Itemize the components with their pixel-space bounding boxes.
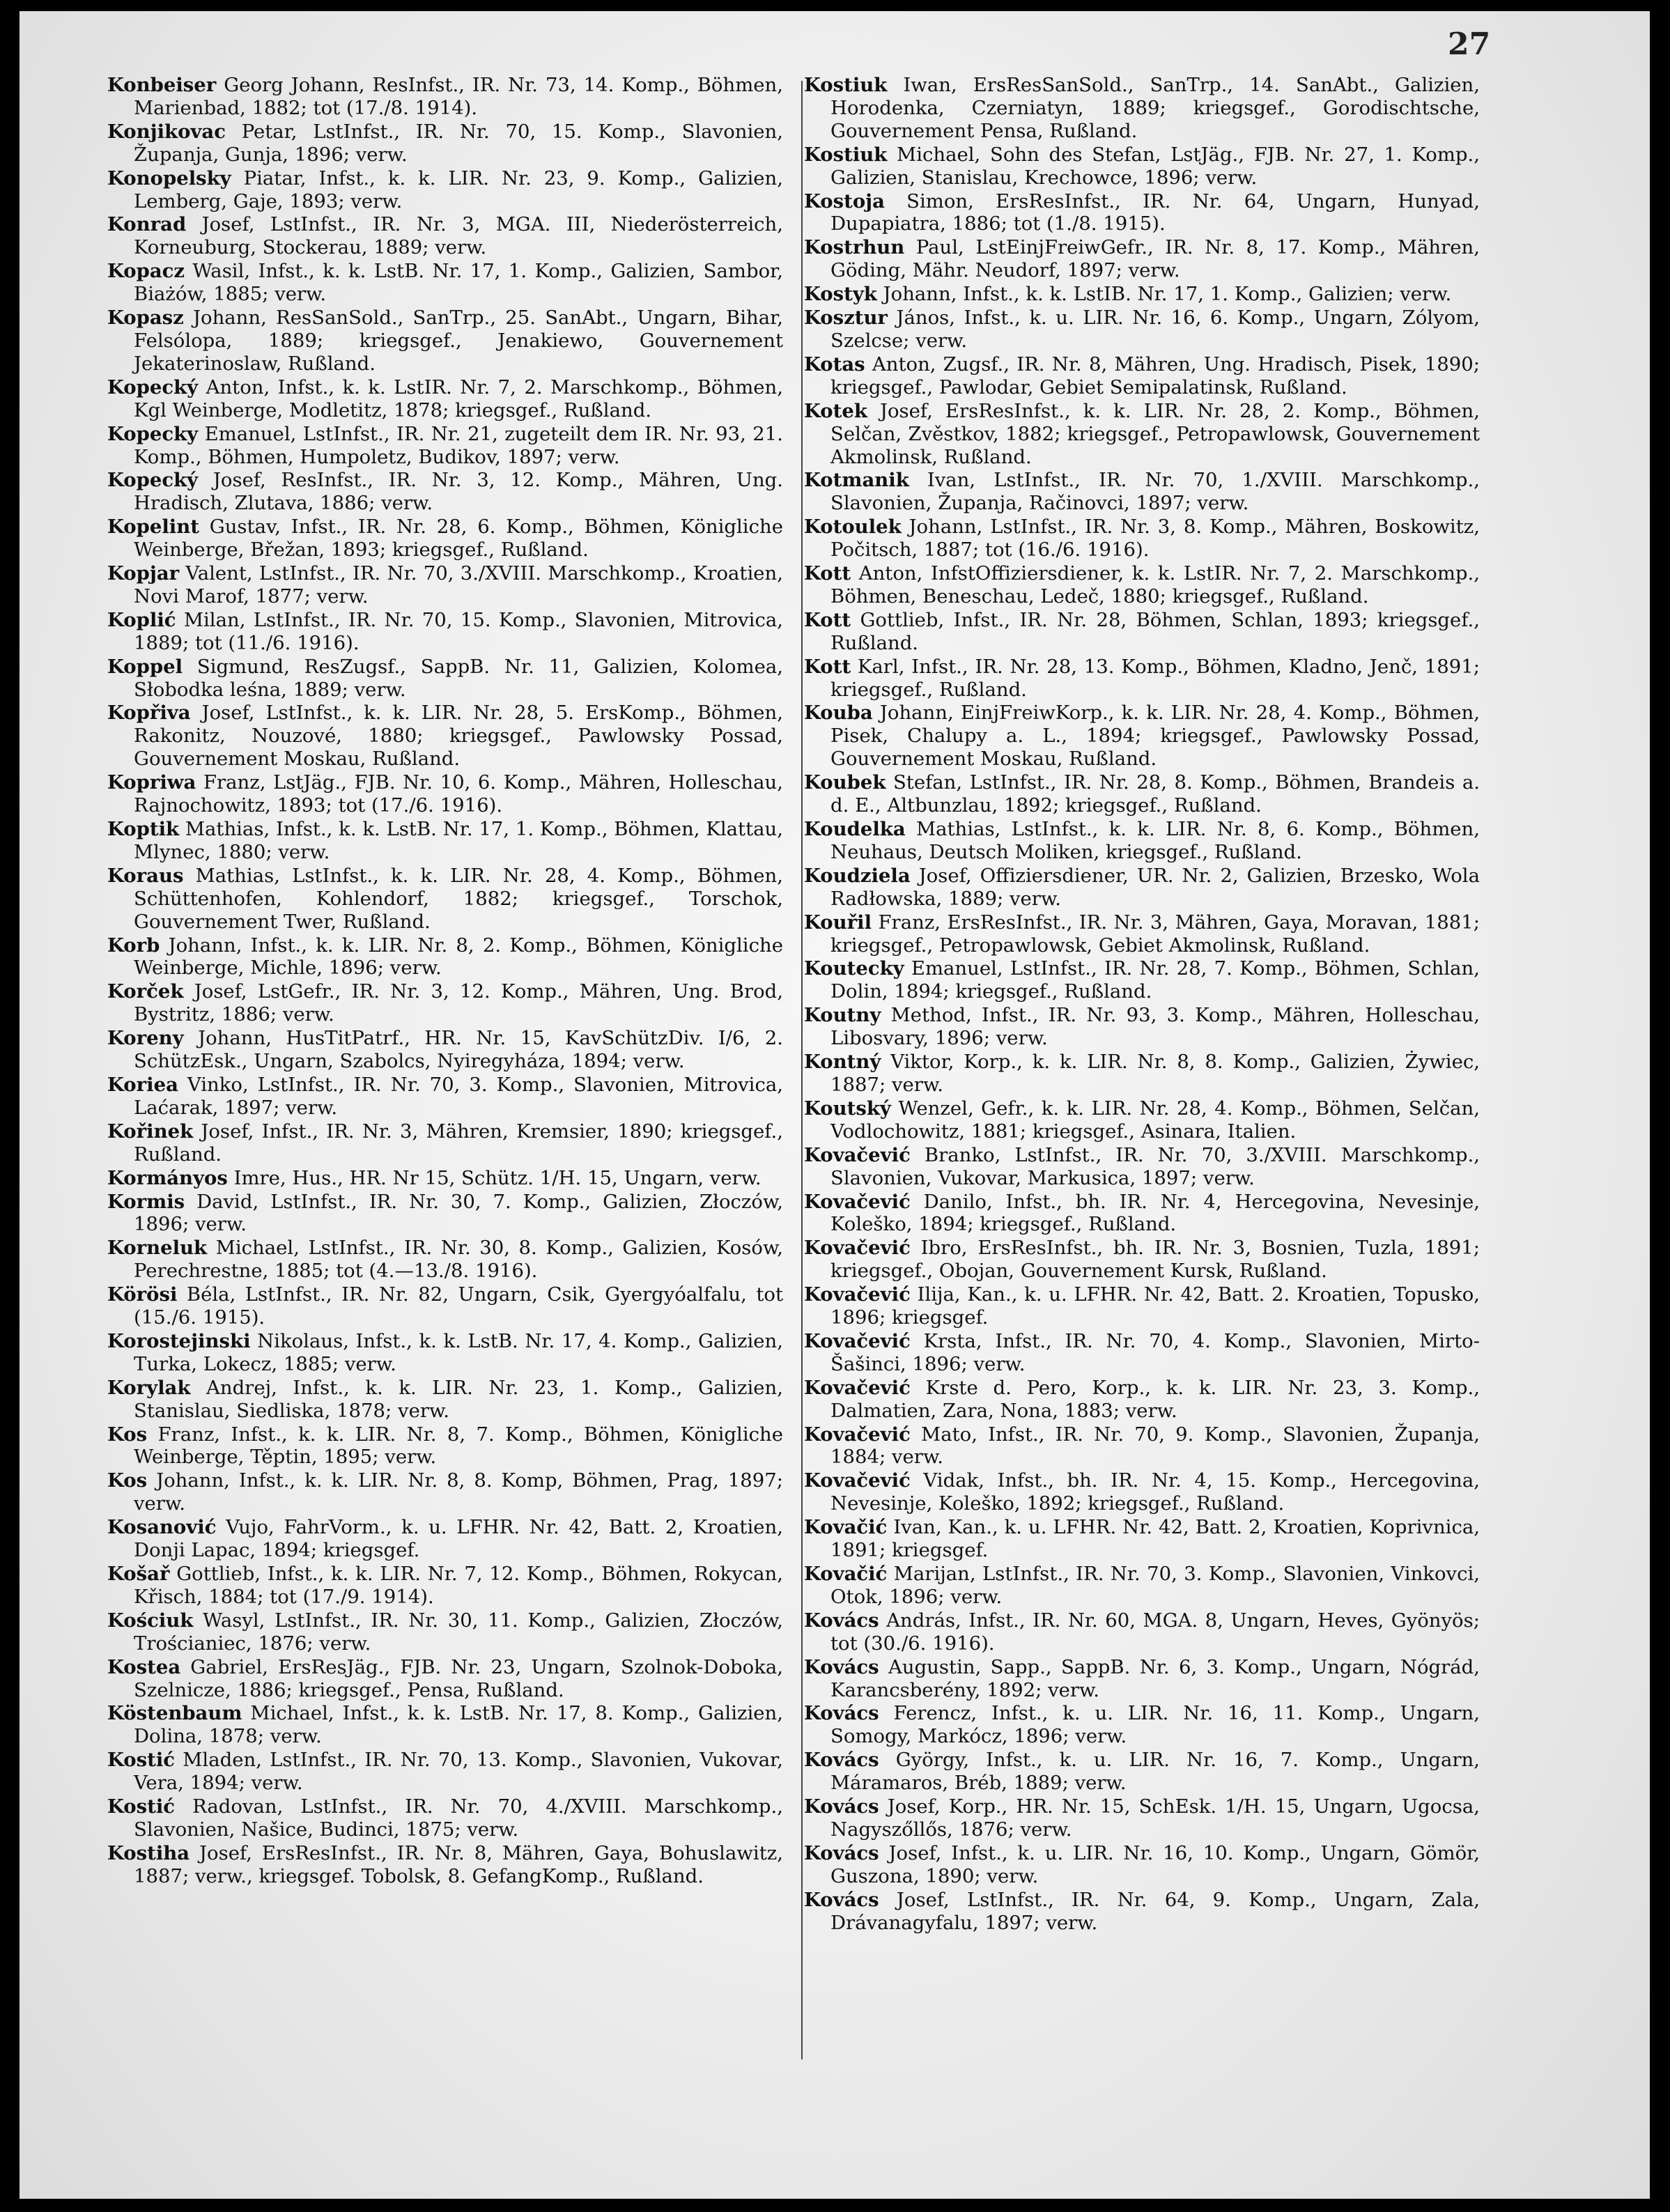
entry-surname: Kostić xyxy=(107,1749,176,1772)
list-item xyxy=(107,307,783,376)
entry-surname: Kovačević xyxy=(804,1190,911,1213)
entry-surname: Kos xyxy=(107,1469,148,1492)
entry-surname: Konbeiser xyxy=(107,74,217,96)
list-item xyxy=(804,911,1480,957)
entry-surname: Kostoja xyxy=(804,190,885,212)
list-item xyxy=(107,865,783,934)
list-item xyxy=(804,957,1480,1003)
list-item xyxy=(107,562,783,608)
entry-surname: Korb xyxy=(107,934,160,957)
list-item xyxy=(804,609,1480,655)
entry-surname: Kovačević xyxy=(804,1423,911,1446)
entry-surname: Kosztur xyxy=(804,307,888,330)
entry-surname: Köstenbaum xyxy=(107,1702,242,1725)
entry-surname: Kościuk xyxy=(107,1609,194,1632)
entry-details: Michael, Sohn des Stefan, LstJäg., FJB. Nr. 27, 1. Komp., Galizien, Stanislau, Krechowce, 1896; verw. xyxy=(830,143,1480,189)
list-item xyxy=(804,1656,1480,1702)
list-item xyxy=(804,144,1480,190)
entry-details: Mathias, Infst., k. k. LstB. Nr. 17, 1. Komp., Böhmen, Klattau, Mlynec, 1880; verw. xyxy=(134,818,783,863)
list-item xyxy=(804,1330,1480,1376)
entry-surname: Kovács xyxy=(804,1655,879,1678)
entry-surname: Kotek xyxy=(804,399,867,422)
entry-surname: Kosanović xyxy=(107,1516,217,1539)
entry-surname: Koriea xyxy=(107,1073,178,1096)
entry-details: Emanuel, LstInfst., IR. Nr. 28, 7. Komp., Böhmen, Schlan, Dolin, 1894; kriegsgef., Rußland. xyxy=(830,957,1480,1003)
entry-details: David, LstInfst., IR. Nr. 30, 7. Komp., Galizien, Złoczów, 1896; verw. xyxy=(134,1190,783,1236)
list-item xyxy=(107,934,783,980)
entry-details: Mathias, LstInfst., k. k. LIR. Nr. 28, 4. Komp., Böhmen, Schüttenhofen, Kohlendorf, 1882; kriegsgef., Torschok, Gouvernement Twer, Rußland. xyxy=(134,864,783,933)
list-item xyxy=(107,423,783,469)
entry-surname: Kopecký xyxy=(107,469,199,492)
entry-details: Johann, Infst., k. k. LIR. Nr. 8, 2. Komp., Böhmen, Königliche Weinberge, Michle, 1896; verw. xyxy=(134,934,783,980)
entry-surname: Korylak xyxy=(107,1376,191,1399)
list-item xyxy=(107,771,783,817)
left-column xyxy=(107,74,783,1889)
list-item xyxy=(804,1377,1480,1423)
entry-surname: Konopelsky xyxy=(107,167,231,190)
entry-details: Wenzel, Gefr., k. k. LIR. Nr. 28, 4. Komp., Böhmen, Selčan, Vodlochowitz, 1881; kriegsgef., Asinara, Italien. xyxy=(830,1097,1480,1143)
entry-details: András, Infst., IR. Nr. 60, MGA. 8, Ungarn, Heves, Gyönyös; tot (30./6. 1916). xyxy=(830,1609,1480,1655)
entry-surname: Kouba xyxy=(804,702,873,725)
entry-surname: Kotmanik xyxy=(804,469,909,492)
entry-surname: Koppel xyxy=(107,655,183,678)
list-item xyxy=(804,516,1480,562)
entry-details: Josef, ErsResInfst., k. k. LIR. Nr. 28, 2. Komp., Böhmen, Selčan, Zvěstkov, 1882; kriegsgef., Petropawlowsk, Gouvernement Akmolinsk, Rußland. xyxy=(830,399,1480,468)
entry-surname: Kotoulek xyxy=(804,516,902,539)
entry-surname: Kopjar xyxy=(107,562,180,585)
entry-surname: Kontný xyxy=(804,1051,881,1074)
list-item xyxy=(107,609,783,655)
entry-details: György, Infst., k. u. LIR. Nr. 16, 7. Komp., Ungarn, Máramaros, Bréb, 1889; verw. xyxy=(830,1749,1480,1795)
entry-details: Franz, LstJäg., FJB. Nr. 10, 6. Komp., Mähren, Holleschau, Rajnochowitz, 1893; tot (17./6. 1916). xyxy=(134,771,783,817)
entry-surname: Kovačević xyxy=(804,1469,911,1492)
entry-surname: Kovács xyxy=(804,1795,879,1818)
entry-details: Emanuel, LstInfst., IR. Nr. 21, zugeteilt dem IR. Nr. 93, 21. Komp., Böhmen, Humpoletz, Budikov, 1897; verw. xyxy=(134,422,783,468)
list-item xyxy=(107,121,783,167)
list-item xyxy=(804,1051,1480,1097)
list-item xyxy=(107,260,783,306)
entry-details: Mladen, LstInfst., IR. Nr. 70, 13. Komp., Slavonien, Vukovar, Vera, 1894; verw. xyxy=(134,1749,783,1795)
list-item xyxy=(107,1074,783,1120)
entry-details: Franz, ErsResInfst., IR. Nr. 3, Mähren, Gaya, Moravan, 1881; kriegsgef., Petropawlowsk, Gebiet Akmolinsk, Rußland. xyxy=(830,911,1480,957)
entry-details: Ilija, Kan., k. u. LFHR. Nr. 42, Batt. 2. Kroatien, Topusko, 1896; kriegsgef. xyxy=(830,1283,1480,1329)
entry-details: Ferencz, Infst., k. u. LIR. Nr. 16, 11. Komp., Ungarn, Somogy, Markócz, 1896; verw. xyxy=(830,1702,1480,1748)
list-item xyxy=(804,353,1480,399)
list-item xyxy=(804,469,1480,515)
entry-details: Imre, Hus., HR. Nr 15, Schütz. 1/H. 15, Ungarn, verw. xyxy=(233,1166,761,1189)
entry-details: Johann, HusTitPatrf., HR. Nr. 15, KavSchützDiv. I/6, 2. SchützEsk., Ungarn, Szabolcs, Nyiregyháza, 1894; verw. xyxy=(134,1027,784,1073)
entry-surname: Kořinek xyxy=(107,1120,194,1143)
entry-surname: Kott xyxy=(804,608,851,631)
entry-surname: Kos xyxy=(107,1423,148,1446)
entry-details: Viktor, Korp., k. k. LIR. Nr. 8, 8. Komp., Galizien, Żywiec, 1887; verw. xyxy=(830,1051,1480,1096)
entry-details: Paul, LstEinjFreiwGefr., IR. Nr. 8, 17. Komp., Mähren, Göding, Mähr. Neudorf, 1897; verw. xyxy=(830,236,1480,282)
entry-surname: Kopecký xyxy=(107,376,199,399)
entry-details: Ibro, ErsResInfst., bh. IR. Nr. 3, Bosnien, Tuzla, 1891; kriegsgef., Obojan, Gouvernement Kursk, Rußland. xyxy=(830,1237,1480,1283)
entry-surname: Kormányos xyxy=(107,1166,228,1189)
page-number: 27 xyxy=(1448,26,1491,62)
entry-details: Method, Infst., IR. Nr. 93, 3. Komp., Mähren, Holleschau, Libosvary, 1896; verw. xyxy=(830,1004,1480,1050)
entry-surname: Koptik xyxy=(107,818,180,840)
list-item xyxy=(804,562,1480,608)
list-item xyxy=(107,1469,783,1515)
list-item xyxy=(804,236,1480,282)
list-item xyxy=(107,1702,783,1748)
entry-surname: Kostrhun xyxy=(804,236,905,259)
entry-details: Branko, LstInfst., IR. Nr. 70, 3./XVIII. Marschkomp., Slavonien, Vukovar, Markusica, 1897; verw. xyxy=(830,1143,1480,1189)
list-item xyxy=(804,283,1480,306)
entry-details: Milan, LstInfst., IR. Nr. 70, 15. Komp., Slavonien, Mitrovica, 1889; tot (11./6. 1916). xyxy=(134,608,783,654)
entry-surname: Koreny xyxy=(107,1027,184,1050)
entry-details: Gottlieb, Infst., k. k. LIR. Nr. 7, 12. Komp., Böhmen, Rokycan, Křisch, 1884; tot (17./9. 1914). xyxy=(134,1563,783,1608)
entry-details: Ivan, Kan., k. u. LFHR. Nr. 42, Batt. 2, Kroatien, Koprivnica, 1891; kriegsgef. xyxy=(830,1516,1480,1562)
list-item xyxy=(107,1749,783,1795)
entry-details: Vujo, FahrVorm., k. u. LFHR. Nr. 42, Batt. 2, Kroatien, Donji Lapac, 1894; kriegsgef. xyxy=(134,1516,783,1562)
entry-surname: Koraus xyxy=(107,864,184,887)
entry-surname: Kovačić xyxy=(804,1563,888,1585)
entry-surname: Kopelint xyxy=(107,516,199,539)
entry-surname: Korček xyxy=(107,980,184,1003)
entry-details: Gottlieb, Infst., IR. Nr. 28, Böhmen, Schlan, 1893; kriegsgef., Rußland. xyxy=(830,608,1480,654)
entry-surname: Kott xyxy=(804,655,851,678)
list-item xyxy=(107,1423,783,1469)
entry-surname: Kovačević xyxy=(804,1329,911,1352)
list-item xyxy=(107,1237,783,1283)
entry-details: Andrej, Infst., k. k. LIR. Nr. 23, 1. Komp., Galizien, Stanislau, Siedliska, 1878; verw. xyxy=(134,1376,783,1422)
list-item xyxy=(804,1749,1480,1795)
list-item xyxy=(107,1330,783,1376)
entry-details: Mato, Infst., IR. Nr. 70, 9. Komp., Slavonien, Županja, 1884; verw. xyxy=(830,1423,1480,1469)
list-item xyxy=(804,1469,1480,1515)
entry-details: Franz, Infst., k. k. LIR. Nr. 8, 7. Komp., Böhmen, Königliche Weinberge, Těptin, 1895; verw. xyxy=(134,1423,783,1469)
list-item xyxy=(804,1097,1480,1143)
entry-surname: Koubek xyxy=(804,771,886,794)
entry-details: Johann, Infst., k. k. LIR. Nr. 8, 8. Komp, Böhmen, Prag, 1897; verw. xyxy=(134,1469,783,1515)
entry-details: Michael, Infst., k. k. LstB. Nr. 17, 8. Komp., Galizien, Dolina, 1878; verw. xyxy=(134,1702,784,1748)
list-item xyxy=(804,1842,1480,1888)
list-item xyxy=(107,74,783,120)
list-item xyxy=(804,1795,1480,1841)
list-item xyxy=(107,213,783,259)
entry-surname: Konjikovac xyxy=(107,120,226,143)
list-item xyxy=(107,516,783,562)
list-item xyxy=(804,1889,1480,1935)
entry-surname: Kormis xyxy=(107,1190,185,1213)
entry-surname: Korostejinski xyxy=(107,1329,251,1352)
entry-surname: Koudziela xyxy=(804,864,911,887)
entry-details: Anton, Zugsf., IR. Nr. 8, Mähren, Ung. Hradisch, Pisek, 1890; kriegsgef., Pawlodar, Gebiet Semipalatinsk, Rußland. xyxy=(830,353,1480,399)
entry-surname: Kopriwa xyxy=(107,771,196,794)
list-item xyxy=(107,980,783,1026)
list-item xyxy=(107,656,783,702)
entry-details: Valent, LstInfst., IR. Nr. 70, 3./XVIII. Marschkomp., Kroatien, Novi Marof, 1877; verw. xyxy=(134,562,783,608)
entry-details: Josef, Infst., k. u. LIR. Nr. 16, 10. Komp., Ungarn, Gömör, Guszona, 1890; verw. xyxy=(830,1841,1480,1887)
list-item xyxy=(107,469,783,515)
entry-surname: Kostiuk xyxy=(804,143,888,166)
entry-surname: Kovács xyxy=(804,1702,879,1725)
entry-details: Josef, LstGefr., IR. Nr. 3, 12. Komp., Mähren, Ung. Brod, Bystritz, 1886; verw. xyxy=(134,980,783,1026)
entry-details: Anton, Infst., k. k. LstIR. Nr. 7, 2. Marschkomp., Böhmen, Kgl Weinberge, Modletitz, 1878; kriegsgef., Rußland. xyxy=(134,376,783,421)
entry-surname: Kopacz xyxy=(107,260,185,283)
entry-details: Béla, LstInfst., IR. Nr. 82, Ungarn, Csik, Gyergyóalfalu, tot (15./6. 1915). xyxy=(134,1283,783,1329)
entry-details: Piatar, Infst., k. k. LIR. Nr. 23, 9. Komp., Galizien, Lemberg, Gaje, 1893; verw. xyxy=(134,167,783,212)
entry-surname: Kouřil xyxy=(804,911,872,934)
entry-details: Simon, ErsResInfst., IR. Nr. 64, Ungarn, Hunyad, Dupapiatra, 1886; tot (1./8. 1915). xyxy=(830,190,1480,235)
entry-details: Josef, Infst., IR. Nr. 3, Mähren, Kremsier, 1890; kriegsgef., Rußland. xyxy=(134,1120,783,1166)
list-item xyxy=(107,1283,783,1329)
entry-surname: Kostiha xyxy=(107,1841,190,1864)
entry-details: Krste d. Pero, Korp., k. k. LIR. Nr. 23, 3. Komp., Dalmatien, Zara, Nona, 1883; verw. xyxy=(830,1376,1480,1422)
entry-surname: Kopasz xyxy=(107,307,184,330)
entry-surname: Kovačević xyxy=(804,1376,911,1399)
entry-details: Josef, Korp., HR. Nr. 15, SchEsk. 1/H. 15, Ungarn, Ugocsa, Nagyszőllős, 1876; verw. xyxy=(830,1795,1480,1841)
list-item xyxy=(804,1563,1480,1609)
entry-details: Danilo, Infst., bh. IR. Nr. 4, Hercegovina, Nevesinje, Koleško, 1894; kriegsgef., Rußland. xyxy=(830,1190,1480,1236)
list-item xyxy=(804,1702,1480,1748)
entry-details: Anton, InfstOffiziersdiener, k. k. LstIR. Nr. 7, 2. Marschkomp., Böhmen, Beneschau, Ledeč, 1880; kriegsgef., Rußland. xyxy=(830,562,1480,608)
entry-details: Johann, LstInfst., IR. Nr. 3, 8. Komp., Mähren, Boskowitz, Počitsch, 1887; tot (16./6. 1916). xyxy=(830,516,1480,562)
list-item xyxy=(107,1516,783,1562)
column-divider xyxy=(801,81,803,2059)
entry-details: Sigmund, ResZugsf., SappB. Nr. 11, Galizien, Kolomea, Słobodka leśna, 1889; verw. xyxy=(134,655,783,701)
entry-surname: Konrad xyxy=(107,213,187,236)
entry-surname: Kovačević xyxy=(804,1237,911,1260)
list-item xyxy=(804,702,1480,771)
entry-surname: Kopecky xyxy=(107,422,199,445)
list-item xyxy=(804,1191,1480,1237)
list-item xyxy=(804,1283,1480,1329)
list-item xyxy=(107,1609,783,1655)
entry-details: János, Infst., k. u. LIR. Nr. 16, 6. Komp., Ungarn, Zólyom, Szelcse; verw. xyxy=(830,307,1480,352)
entry-details: Petar, LstInfst., IR. Nr. 70, 15. Komp., Slavonien, Županja, Gunja, 1896; verw. xyxy=(134,120,783,166)
entry-details: Radovan, LstInfst., IR. Nr. 70, 4./XVIII. Marschkomp., Slavonien, Našice, Budinci, 1875; verw. xyxy=(134,1795,783,1841)
list-item xyxy=(107,1191,783,1237)
entry-details: Mathias, LstInfst., k. k. LIR. Nr. 8, 6. Komp., Böhmen, Neuhaus, Deutsch Moliken, kriegsgef., Rußland. xyxy=(830,818,1480,863)
list-item xyxy=(804,771,1480,817)
entry-surname: Koudelka xyxy=(804,818,906,840)
entry-details: Josef, LstInfst., k. k. LIR. Nr. 28, 5. ErsKomp., Böhmen, Rakonitz, Nouzové, 1880; kriegsgef., Pawlowsky Possad, Gouvernement Moskau, Rußland. xyxy=(134,702,784,771)
list-item xyxy=(107,1167,783,1190)
entry-details: Nikolaus, Infst., k. k. LstB. Nr. 17, 4. Komp., Galizien, Turka, Lokecz, 1885; verw. xyxy=(134,1329,784,1375)
list-item xyxy=(107,1027,783,1073)
entry-surname: Kovács xyxy=(804,1609,879,1632)
entry-surname: Kovačić xyxy=(804,1516,888,1539)
entry-surname: Kostić xyxy=(107,1795,176,1818)
list-item xyxy=(804,818,1480,864)
right-column xyxy=(804,74,1480,1935)
entry-details: Josef, Offiziersdiener, UR. Nr. 2, Galizien, Brzesko, Wola Radłowska, 1889; verw. xyxy=(830,864,1480,910)
entry-surname: Kostiuk xyxy=(804,74,888,96)
list-item xyxy=(804,1423,1480,1469)
entry-surname: Kovács xyxy=(804,1749,879,1772)
entry-details: Wasyl, LstInfst., IR. Nr. 30, 11. Komp., Galizien, Złoczów, Trościaniec, 1876; verw. xyxy=(134,1609,784,1655)
entry-details: Gustav, Infst., IR. Nr. 28, 6. Komp., Böhmen, Königliche Weinberge, Břežan, 1893; kriegsgef., Rußland. xyxy=(134,516,783,562)
entry-surname: Koutecky xyxy=(804,957,904,980)
entry-surname: Kovačević xyxy=(804,1143,911,1166)
list-item xyxy=(107,167,783,213)
list-item xyxy=(107,376,783,422)
list-item xyxy=(804,1144,1480,1190)
entry-details: Marijan, LstInfst., IR. Nr. 70, 3. Komp., Slavonien, Vinkovci, Otok, 1896; verw. xyxy=(830,1563,1480,1608)
list-item xyxy=(804,656,1480,702)
list-item xyxy=(107,1795,783,1841)
list-item xyxy=(107,1563,783,1609)
list-item xyxy=(107,1120,783,1166)
list-item xyxy=(804,1609,1480,1655)
entry-details: Wasil, Infst., k. k. LstB. Nr. 17, 1. Komp., Galizien, Sambor, Biażów, 1885; verw. xyxy=(134,260,783,306)
entry-surname: Kopřiva xyxy=(107,702,191,725)
entry-surname: Košař xyxy=(107,1563,170,1585)
entry-surname: Kovács xyxy=(804,1841,879,1864)
entry-details: Gabriel, ErsResJäg., FJB. Nr. 23, Ungarn, Szolnok-Doboka, Szelnicze, 1886; kriegsgef., Pensa, Rußland. xyxy=(134,1655,783,1701)
entry-surname: Körösi xyxy=(107,1283,178,1306)
entry-details: Johann, Infst., k. k. LstIB. Nr. 17, 1. Komp., Galizien; verw. xyxy=(883,283,1452,306)
entry-surname: Kotas xyxy=(804,353,865,376)
entry-surname: Kostea xyxy=(107,1655,181,1678)
list-item xyxy=(107,702,783,771)
list-item xyxy=(804,1004,1480,1050)
entry-surname: Kovács xyxy=(804,1888,879,1911)
list-item xyxy=(804,400,1480,469)
list-item xyxy=(804,190,1480,236)
entry-details: Johann, ResSanSold., SanTrp., 25. SanAbt., Ungarn, Bihar, Felsólopa, 1889; kriegsgef., Jenakiewo, Gouvernement Jekaterinoslaw, Rußland. xyxy=(134,307,783,375)
entry-details: Georg Johann, ResInfst., IR. Nr. 73, 14. Komp., Böhmen, Marienbad, 1882; tot (17./8. 1914). xyxy=(134,74,783,119)
list-item xyxy=(107,1842,783,1888)
list-item xyxy=(107,818,783,864)
entry-surname: Koutny xyxy=(804,1004,881,1027)
entry-details: Iwan, ErsResSanSold., SanTrp., 14. SanAbt., Galizien, Horodenka, Czerniatyn, 1889; kriegsgef., Gorodischtsche, Gouvernement Pensa, Rußland. xyxy=(830,74,1480,142)
entry-surname: Kovačević xyxy=(804,1283,911,1306)
list-item xyxy=(804,1516,1480,1562)
document-page xyxy=(20,11,1650,2199)
list-item xyxy=(804,307,1480,353)
entry-surname: Kostyk xyxy=(804,283,877,306)
entry-details: Krsta, Infst., IR. Nr. 70, 4. Komp., Slavonien, Mirto-Šašinci, 1896; verw. xyxy=(830,1329,1480,1375)
list-item xyxy=(804,74,1480,143)
entry-details: Josef, ResInfst., IR. Nr. 3, 12. Komp., Mähren, Ung. Hradisch, Zlutava, 1886; verw. xyxy=(134,469,784,515)
list-item xyxy=(804,1237,1480,1283)
entry-details: Ivan, LstInfst., IR. Nr. 70, 1./XVIII. Marschkomp., Slavonien, Županja, Račinovci, 1897; verw. xyxy=(830,469,1480,515)
entry-details: Vidak, Infst., bh. IR. Nr. 4, 15. Komp., Hercegovina, Nevesinje, Koleško, 1892; kriegsgef., Rußland. xyxy=(830,1469,1480,1515)
entry-details: Josef, LstInfst., IR. Nr. 3, MGA. III, Niederösterreich, Korneuburg, Stockerau, 1889; verw. xyxy=(134,213,783,259)
entry-details: Stefan, LstInfst., IR. Nr. 28, 8. Komp., Böhmen, Brandeis a. d. E., Altbunzlau, 1892; kriegsgef., Rußland. xyxy=(830,771,1480,817)
entry-surname: Korneluk xyxy=(107,1237,208,1260)
entry-details: Josef, LstInfst., IR. Nr. 64, 9. Komp., Ungarn, Zala, Drávanagyfalu, 1897; verw. xyxy=(830,1888,1480,1934)
entry-details: Michael, LstInfst., IR. Nr. 30, 8. Komp., Galizien, Kosów, Perechrestne, 1885; tot (4.—13./8. 1916). xyxy=(134,1237,783,1283)
list-item xyxy=(107,1656,783,1702)
list-item xyxy=(804,865,1480,911)
entry-surname: Koutský xyxy=(804,1097,891,1120)
entry-details: Vinko, LstInfst., IR. Nr. 70, 3. Komp., Slavonien, Mitrovica, Laćarak, 1897; verw. xyxy=(134,1073,783,1119)
entry-details: Augustin, Sapp., SappB. Nr. 6, 3. Komp., Ungarn, Nógrád, Karancsberény, 1892; verw. xyxy=(830,1655,1480,1701)
entry-surname: Kott xyxy=(804,562,851,585)
entry-details: Johann, EinjFreiwKorp., k. k. LIR. Nr. 28, 4. Komp., Böhmen, Pisek, Chalupy a. L., 1894; kriegsgef., Pawlowsky Possad, Gouvernement Moskau, Rußland. xyxy=(830,702,1480,771)
list-item xyxy=(107,1377,783,1423)
entry-details: Karl, Infst., IR. Nr. 28, 13. Komp., Böhmen, Kladno, Jenč, 1891; kriegsgef., Rußland. xyxy=(830,655,1480,701)
entry-surname: Koplić xyxy=(107,608,176,631)
entry-details: Josef, ErsResInfst., IR. Nr. 8, Mähren, Gaya, Bohuslawitz, 1887; verw., kriegsgef. Tobolsk, 8. GefangKomp., Rußland. xyxy=(134,1841,783,1887)
